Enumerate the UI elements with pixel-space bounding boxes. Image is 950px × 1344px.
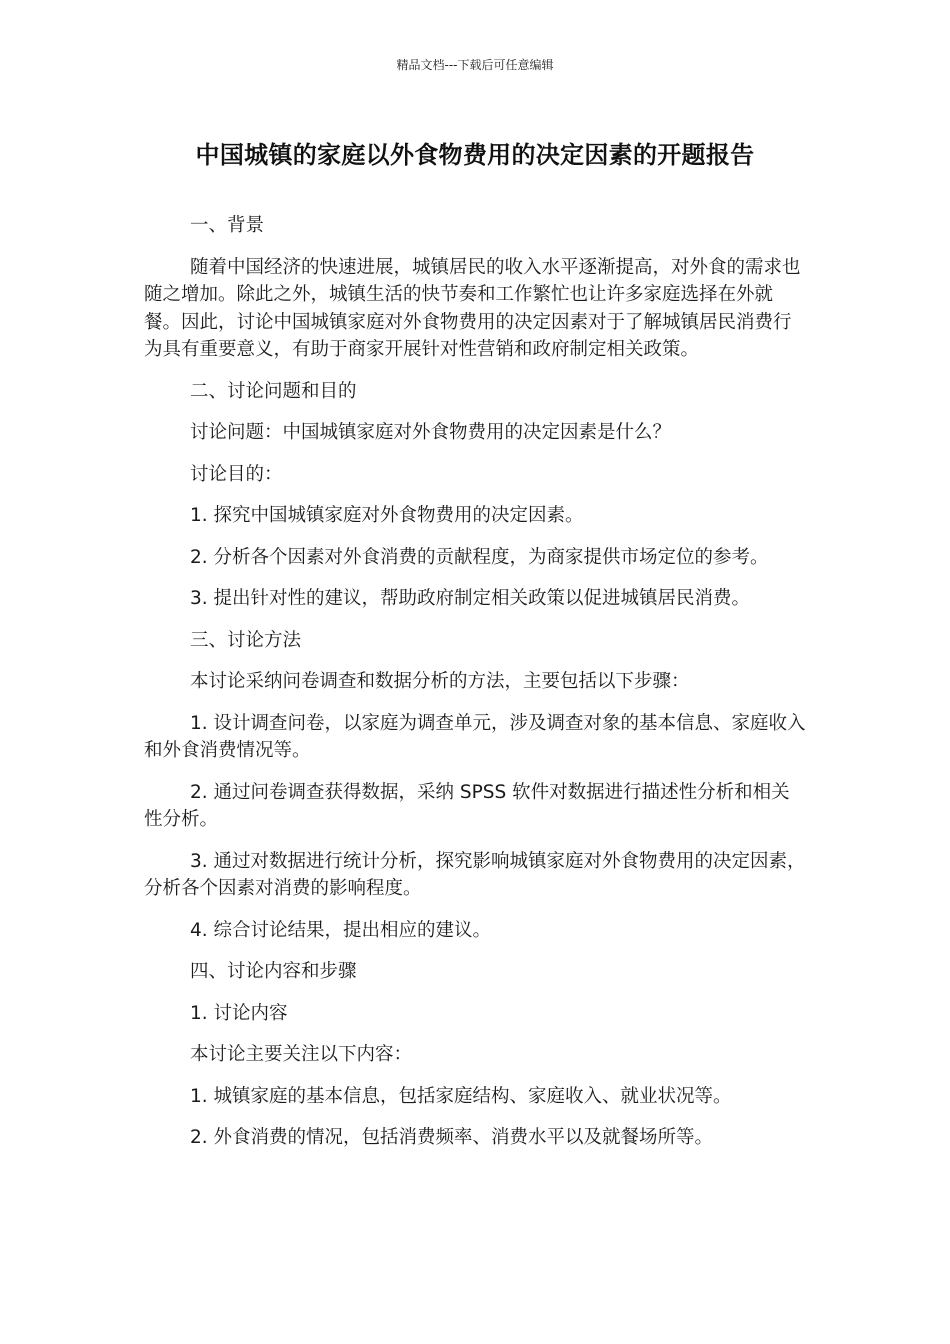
- methods-intro: 本讨论采纳问卷调查和数据分析的方法，主要包括以下步骤：: [190, 671, 690, 692]
- content-item-2: 2. 外食消费的情况，包括消费频率、消费水平以及就餐场所等。: [190, 1127, 714, 1148]
- background-paragraph: 随着中国经济的快速进展，城镇居民的收入水平逐渐提高，对外食的需求也随之增加。除此之外，城镇生活的快节奏和工作繁忙也让许多家庭选择在外就餐。因此，讨论中国城镇家庭对外食物费用的决定因素对于了解城镇居民消费行为具有重要意义，有助于商家开展针对性营销和政府制定相关政策。: [144, 256, 801, 360]
- purpose-item-1: 1. 探究中国城镇家庭对外食物费用的决定因素。: [190, 505, 584, 526]
- method-step-2: 2. 通过问卷调查获得数据，采纳 SPSS 软件对数据进行描述性分析和相关性分析。: [144, 781, 790, 830]
- content-intro: 本讨论主要关注以下内容：: [190, 1044, 413, 1065]
- section-heading-methods: 三、讨论方法: [190, 629, 302, 651]
- research-question: 讨论问题：中国城镇家庭对外食物费用的决定因素是什么？: [190, 422, 672, 443]
- section-heading-background: 一、背景: [190, 215, 265, 236]
- method-step-3: 3. 通过对数据进行统计分析，探究影响城镇家庭对外食物费用的决定因素，分析各个因素对消费的影响程度。: [144, 850, 806, 899]
- research-purpose-label: 讨论目的：: [190, 463, 283, 485]
- method-step-1: 1. 设计调查问卷，以家庭为调查单元，涉及调查对象的基本信息、家庭收入和外食消费情况等。: [144, 712, 806, 761]
- subsection-content: 1. 讨论内容: [190, 1002, 288, 1024]
- content-item-1: 1. 城镇家庭的基本信息，包括家庭结构、家庭收入、就业状况等。: [190, 1085, 732, 1107]
- section-heading-content: 四、讨论内容和步骤: [190, 961, 357, 982]
- purpose-item-3: 3. 提出针对性的建议，帮助政府制定相关政策以促进城镇居民消费。: [190, 588, 751, 609]
- method-step-4: 4. 综合讨论结果，提出相应的建议。: [190, 919, 492, 941]
- document-body: [144, 212, 808, 1166]
- header-note: 精品文档---下载后可任意编辑: [396, 58, 554, 72]
- document-title: 中国城镇的家庭以外食物费用的决定因素的开题报告: [195, 141, 755, 169]
- purpose-item-2: 2. 分析各个因素对外食消费的贡献程度，为商家提供市场定位的参考。: [190, 546, 769, 568]
- section-heading-questions: 二、讨论问题和目的: [190, 380, 357, 402]
